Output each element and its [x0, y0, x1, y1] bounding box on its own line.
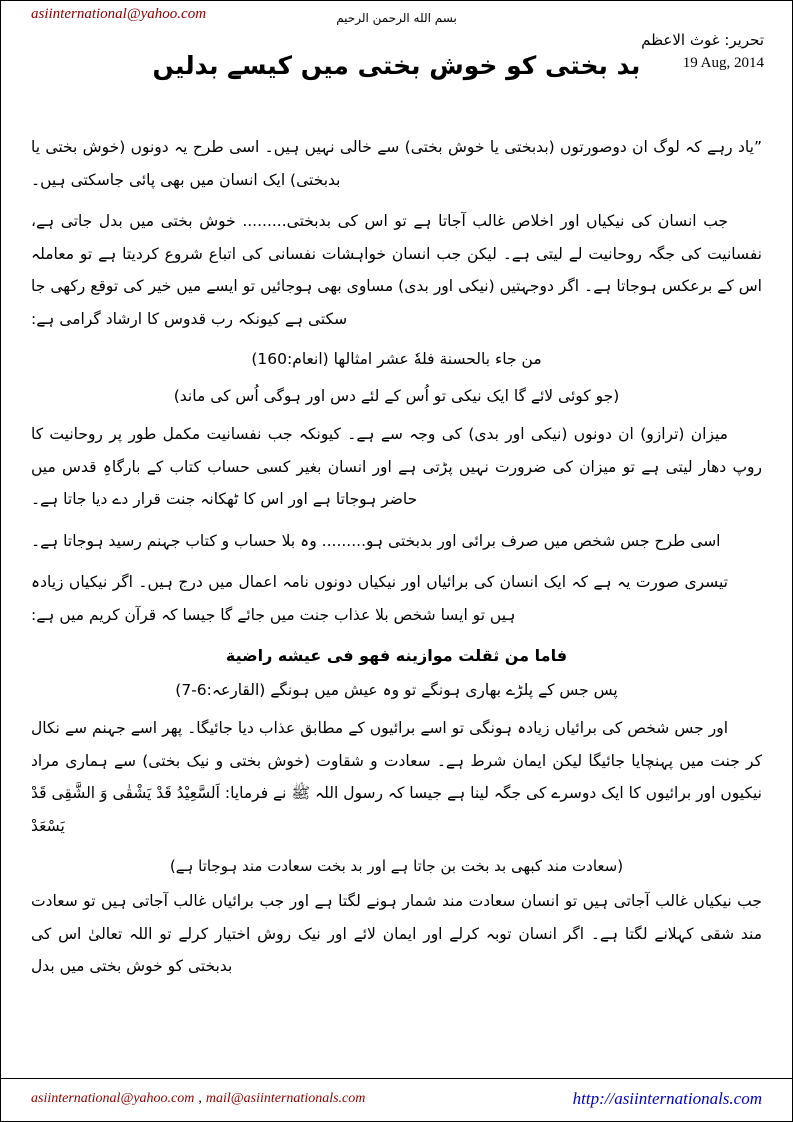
publication-date: 19 Aug, 2014 [682, 55, 764, 71]
footer-email-2[interactable]: mail@asiinternationals.com [205, 1091, 366, 1106]
author-line: تحریر: غوث الاعظم [641, 31, 764, 49]
quran-verse-1: من جاء بالحسنة فلهٗ عشر امثالها (انعام:160) [251, 350, 542, 369]
paragraph-7: جب نیکیاں غالب آجاتی ہیں تو انسان سعادت مند شمار ہونے لگتا ہے اور جب برائیاں غالب آجاتی ہیں تو سعادت مند شقی کہلانے لگتا ہے۔ اگر انسان توبہ کرلے اور ایمان لائے اور نیک روش اختیار کرلے تو اللہ تعالیٰ اس کی بدبختی کو خوش بختی میں بدل [31, 892, 762, 976]
paragraph-1: ”یاد رہے کہ لوگ ان دوصورتوں (بدبختی یا خوش بختی) سے خالی نہیں ہیں۔ اسی طرح یہ دونوں (خوش بختی یا بدبختی) ایک انسان میں بھی پائی جاسکتی ہیں۔ [31, 138, 762, 189]
header-email: asiinternational@yahoo.com [31, 6, 207, 22]
footer-separator: , [198, 1091, 202, 1106]
footer-website-link[interactable]: http://asiinternationals.com [572, 1089, 762, 1108]
paragraph-4: اسی طرح جس شخص میں صرف برائی اور بدبختی ہو......... وہ بلا حساب و کتاب جہنم رسید ہوجاتا ہے۔ [31, 531, 721, 550]
document-footer [1, 1078, 792, 1121]
page-title: بد بختی کو خوش بختی میں کیسے بدلیں [152, 51, 641, 80]
footer-emails [31, 1091, 365, 1107]
paragraph-6: اور جس شخص کی برائیاں زیادہ ہونگی تو اسے برائیوں کے مطابق عذاب دیا جائیگا۔ پھر اسے جہنم سے نکال کر جنت میں پہنچایا جائیگا لیکن ایمان شرط ہے۔ سعادت و شقاوت (خوش بختی و نیک بختی) سے ہماری مراد نیکیوں اور برائیوں کا ایک دوسرے کی جگہ لینا ہے جیسا کہ رسول اللہ ﷺ نے فرمایا: اَلسَّعِیْدُ قَدْ یَشْقٰی وَ الشَّقِی قَدْ یَسْعَدْ [31, 718, 762, 835]
bismillah-text: بسم الله الرحمن الرحيم [336, 11, 457, 25]
paragraph-5: تیسری صورت یہ ہے کہ ایک انسان کی برائیاں اور نیکیاں دونوں نامہ اعمال میں درج ہیں۔ اگر نیکیاں زیادہ ہیں تو ایسا شخص بلا عذاب جنت میں جائے گا جیسا کہ قرآن کریم میں ہے: [31, 573, 728, 625]
quran-verse-2: فاما من ثقلت موازينه فهو فى عيشه راضية [225, 645, 568, 665]
quran-verse-2-translation: پس جس کے پلڑے بھاری ہونگے تو وہ عیش میں ہونگے (القارعہ:6-7) [175, 680, 618, 699]
quran-verse-1-translation: (جو کوئی لائے گا ایک نیکی تو اُس کے لئے دس اور ہوگی اُس کی ماند) [173, 387, 620, 406]
hadith-translation: (سعادت مند کبھی بد بخت بن جاتا ہے اور بد بخت سعادت مند ہوجاتا ہے) [169, 857, 624, 876]
paragraph-3: میزان (ترازو) ان دونوں (نیکی اور بدی) کی وجہ سے ہے۔ کیونکہ جب نفسانیت مکمل طور پر روحانیت کا روپ دھار لیتی ہے تو میزان کی ضرورت نہیں پڑتی ہے اور انسان بغیر کسی حساب کتاب کے بارگاہِ قدس میں حاضر ہوجاتا ہے اور اس کا ٹھکانہ جنت قرار دے دیا جاتا ہے۔ [31, 425, 762, 509]
document-body [31, 131, 762, 1063]
document-header [1, 1, 792, 119]
footer-email-1[interactable]: asiinternational@yahoo.com [31, 1091, 195, 1106]
paragraph-2: جب انسان کی نیکیاں اور اخلاص غالب آجاتا ہے تو اس کی بدبختی......... خوش بختی میں بدل جاتی ہے، نفسانیت کی جگہ روحانیت لے لیتی ہے۔ لیکن جب انسان خواہشات نفسانی کی اتباع شروع کردیتا ہے تو معاملہ اس کے برعکس ہوجاتا ہے۔ اگر دوجہتیں (نیکی اور بدی) مساوی بھی ہوجائیں تو ایسے میں خیر کی توقع رکھی جا سکتی ہے کیونکہ رب قدوس کا ارشاد گرامی ہے: [31, 212, 762, 328]
